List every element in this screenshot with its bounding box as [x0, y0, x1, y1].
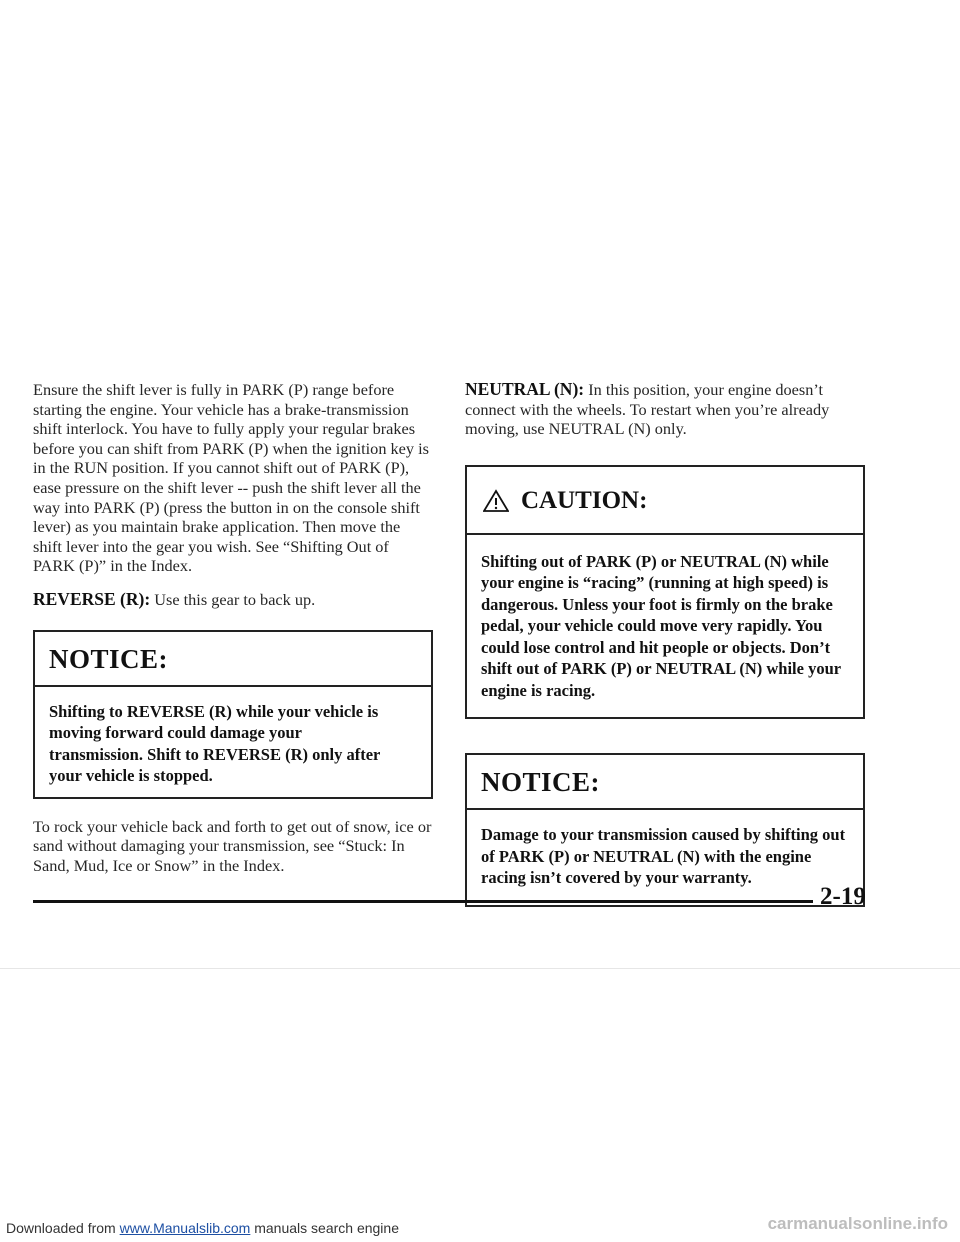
right-column: [465, 380, 865, 907]
download-banner: [6, 1220, 399, 1236]
reverse-paragraph: [33, 590, 433, 610]
notice-heading: NOTICE:: [35, 632, 431, 687]
watermark: carmanualsonline.info: [767, 1214, 948, 1233]
neutral-paragraph: [465, 380, 865, 439]
warranty-notice-box: [465, 753, 865, 907]
notice-text: Shifting to REVERSE (R) while your vehicle is moving forward could damage your transmission. Shift to REVERSE (R) only after your vehicle is stopped.: [49, 701, 381, 786]
rock-paragraph: To rock your vehicle back and forth to get out of snow, ice or sand without damaging your transmission, see “Stuck: In Sand, Mud, Ice or Snow” in the Index.: [33, 816, 432, 875]
neutral-label: NEUTRAL (N):: [465, 379, 585, 399]
banner-prefix: Downloaded from: [6, 1220, 116, 1236]
reverse-label: REVERSE (R):: [33, 588, 151, 609]
notice-text: Damage to your transmission caused by shifting out of PARK (P) or NEUTRAL (N) with the engine racing isn’t covered by your warranty.: [481, 825, 846, 888]
warning-triangle-icon: [483, 489, 509, 513]
caution-box: [465, 465, 865, 720]
caution-text: Shifting out of PARK (P) or NEUTRAL (N) while your engine is “racing” (running at high speed) is dangerous. Unless your foot is firmly on the brake pedal, your vehicle could move very rapidly. You could lose control and hit people or objects. Don’t shift out of PARK (P) or NEUTRAL (N) while your engine is racing.: [481, 551, 841, 700]
page-number: 2-19: [820, 883, 866, 910]
reverse-notice-box: [33, 630, 433, 799]
neutral-text: In this position, your engine doesn’t connect with the wheels. To restart when you’re already moving, use NEUTRAL (N) only.: [465, 380, 830, 439]
caution-header: [467, 467, 863, 535]
notice-heading: NOTICE:: [467, 755, 863, 810]
left-column: [33, 380, 433, 884]
footer-rule: [33, 900, 813, 903]
reverse-text: Use this gear to back up.: [154, 589, 316, 609]
banner-suffix: manuals search engine: [254, 1220, 399, 1236]
intro-paragraph: Ensure the shift lever is fully in PARK (P) range before starting the engine. Your vehicle has a brake-transmission shift interlock. You have to fully apply your regular brakes before you can shift from PARK (P) when the ignition key is in the RUN position. If you cannot shift out of PARK (P), ease pressure on the shift lever -- push the shift lever all the way into PARK (P) (press the button in on the console shift lever) as you maintain brake application. Then move the shift lever into the gear you wish. See “Shifting Out of PARK (P)” in the Index.: [33, 380, 429, 576]
caution-heading: CAUTION:: [521, 486, 648, 514]
manualslib-link[interactable]: www.Manualslib.com: [119, 1220, 251, 1236]
divider: [0, 968, 960, 969]
